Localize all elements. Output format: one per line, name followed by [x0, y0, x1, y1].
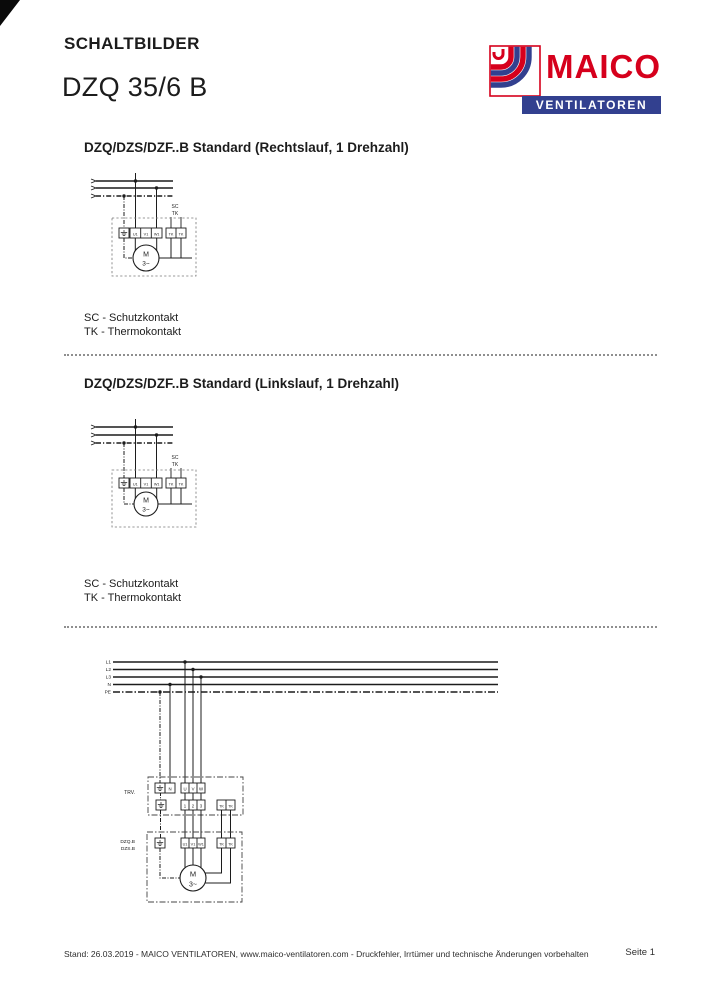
- rail-label-pe: PE: [104, 690, 111, 696]
- terminal-label-2: 2: [191, 803, 195, 809]
- scan-corner-mark: [0, 0, 20, 26]
- section-2-title: DZQ/DZS/DZF..B Standard (Linkslauf, 1 Drehzahl): [84, 376, 400, 391]
- terminal-row: [119, 478, 186, 488]
- enclosure-box: [112, 218, 196, 276]
- legend-1: [84, 311, 181, 339]
- terminal-label-1: 1: [183, 803, 187, 809]
- wiring-diagram-2-linkslauf: [88, 413, 288, 543]
- tk-label: TK: [171, 211, 179, 217]
- terminal-label-tk: TK: [168, 482, 174, 487]
- wiring-diagram-3-trv: [95, 650, 515, 912]
- terminal-label-u1: U1: [132, 482, 138, 487]
- terminal-label-u1: U1: [132, 232, 138, 237]
- terminal-label-3: 3: [199, 803, 203, 809]
- unit-label-dzs: DZS.B: [120, 847, 135, 852]
- terminal-label-u: U: [183, 786, 187, 792]
- supply-arrow-icon: [91, 179, 96, 198]
- motor-phase-label: 3~: [189, 881, 197, 889]
- rail-label-l3: L3: [105, 675, 111, 681]
- trv-label: TRV.: [124, 790, 135, 796]
- ground-icon: [121, 480, 127, 486]
- brand-subtitle: VENTILATOREN: [522, 96, 661, 114]
- section-divider: [64, 626, 657, 628]
- tk-label: TK: [171, 462, 179, 468]
- legend-sc: SC - Schutzkontakt: [84, 312, 179, 324]
- terminal-label-v1: V1: [143, 482, 149, 487]
- terminal-label-w1: W1: [198, 842, 204, 847]
- terminal-label-v1: V1: [190, 842, 196, 847]
- maico-logo: [489, 42, 665, 118]
- terminal-label-tk: TK: [178, 232, 184, 237]
- motor-phase-label: 3~: [142, 260, 150, 268]
- rail-label-l2: L2: [105, 668, 111, 674]
- terminal-label-tk: TK: [228, 804, 233, 809]
- trv-terminal-row-top: [155, 783, 205, 793]
- section-1-title: DZQ/DZS/DZF..B Standard (Rechtslauf, 1 Drehzahl): [84, 140, 409, 155]
- terminal-label-tk: TK: [178, 482, 184, 487]
- rail-label-l1: L1: [105, 660, 111, 666]
- enclosure-box: [112, 470, 196, 527]
- motor-phase-label: 3~: [142, 506, 150, 514]
- terminal-label-v1: V1: [143, 232, 149, 237]
- sc-label: SC: [171, 204, 179, 210]
- terminal-label-w: W: [198, 786, 204, 792]
- unit-label-dzq: DZQ.B: [120, 840, 135, 845]
- terminal-row: [119, 228, 186, 238]
- product-title: DZQ 35/6 B: [62, 72, 208, 102]
- terminal-label-tk: TK: [219, 804, 224, 809]
- terminal-label-tk: TK: [168, 232, 174, 237]
- motor-m-label: M: [143, 251, 149, 259]
- legend-2: [84, 577, 181, 605]
- legend-tk: TK - Thermokontakt: [84, 592, 181, 604]
- terminal-label-v: V: [191, 786, 195, 792]
- sc-label: SC: [171, 455, 179, 461]
- page-number: Seite 1: [625, 947, 655, 958]
- ground-icon: [158, 802, 164, 808]
- terminal-label-u1: U1: [182, 842, 188, 847]
- footer-info: Stand: 26.03.2019 - MAICO VENTILATOREN, www.maico-ventilatoren.com - Druckfehler, Irrtümer und technische Änderungen vorbehalten: [64, 949, 589, 959]
- rail-label-n: N: [107, 683, 111, 689]
- wiring-diagram-1-rechtslauf: [88, 166, 288, 288]
- legend-sc: SC - Schutzkontakt: [84, 578, 179, 590]
- ground-icon: [157, 785, 163, 791]
- supply-arrow-icon: [91, 425, 96, 445]
- doc-title: SCHALTBILDER: [64, 34, 200, 53]
- terminal-label-w1: W1: [153, 482, 160, 487]
- brand-text: MAICO: [546, 48, 661, 85]
- legend-tk: TK - Thermokontakt: [84, 326, 181, 338]
- motor-m-label: M: [189, 869, 197, 879]
- logo-duct-icon: [489, 45, 542, 98]
- terminal-label-w1: W1: [153, 232, 160, 237]
- terminal-label-tk: TK: [219, 842, 224, 847]
- terminal-label-tk: TK: [228, 842, 233, 847]
- section-divider: [64, 354, 657, 356]
- motor-m-label: M: [143, 497, 149, 505]
- ground-icon: [157, 840, 163, 846]
- terminal-label-n: N: [168, 786, 172, 792]
- ground-icon: [121, 230, 127, 236]
